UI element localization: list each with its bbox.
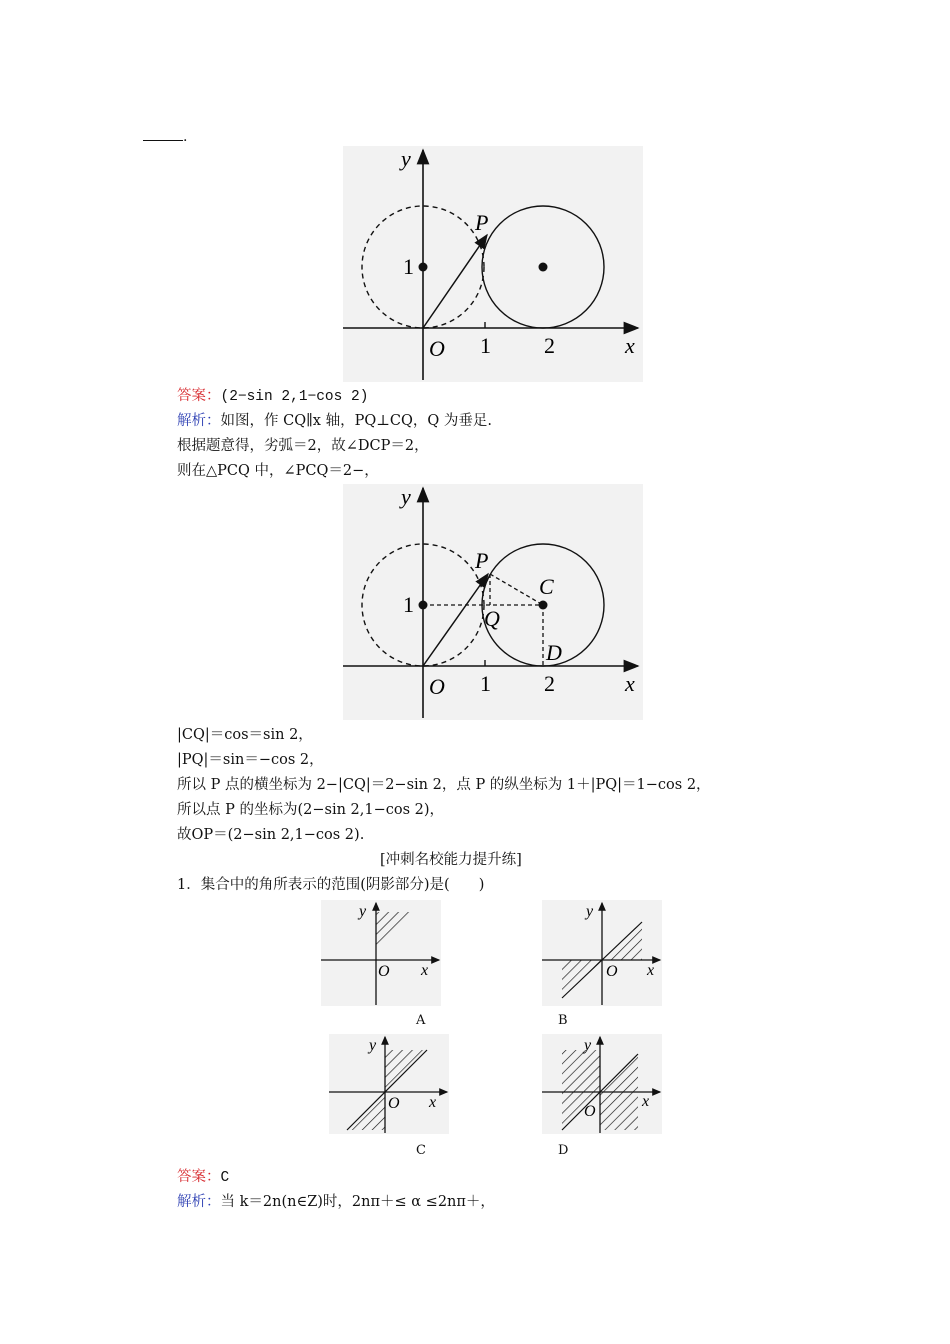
- label-origin: O: [606, 963, 618, 980]
- label-x: x: [642, 1093, 650, 1110]
- label-x: x: [625, 333, 635, 358]
- label-x: x: [625, 671, 635, 696]
- analysis-1-line4: |CQ|＝cos＝sin 2，: [177, 727, 313, 743]
- label-1-x: 1: [480, 671, 491, 696]
- label-p: P: [475, 548, 489, 573]
- label-y: y: [584, 1037, 592, 1054]
- answer-label: 答案：: [177, 388, 221, 404]
- option-c-label: C: [416, 1143, 426, 1158]
- label-1-y: 1: [403, 254, 414, 279]
- option-b-figure: [542, 900, 662, 1006]
- label-q: Q: [484, 606, 500, 631]
- label-origin: O: [429, 674, 445, 699]
- analysis-label: 解析：: [177, 413, 221, 429]
- label-y: y: [359, 903, 367, 920]
- analysis-1-line8: 故OP＝(2−sin 2,1−cos 2).: [177, 827, 365, 843]
- analysis-2: [177, 1192, 495, 1212]
- label-origin: O: [378, 963, 390, 980]
- answer-2: [177, 1167, 229, 1188]
- center-dot-c: [539, 263, 548, 272]
- option-a-figure: [321, 900, 441, 1006]
- analysis-1-line6: 所以 P 点的横坐标为 2−|CQ|＝2−sin 2，点 P 的纵坐标为 1＋|PQ|＝1−cos 2，: [177, 777, 711, 793]
- label-x: x: [421, 962, 429, 979]
- label-p: P: [475, 210, 489, 235]
- blank-period: .: [183, 129, 188, 145]
- label-y: y: [586, 903, 594, 920]
- label-1-y: 1: [403, 592, 414, 617]
- option-a-label: A: [416, 1013, 426, 1028]
- label-d: D: [546, 640, 562, 665]
- label-2-x: 2: [544, 333, 555, 358]
- answer-text: (2−sin 2,1−cos 2): [220, 389, 369, 405]
- label-x: x: [647, 962, 655, 979]
- figure-background: [343, 146, 643, 382]
- label-1-x: 1: [480, 333, 491, 358]
- figure-circle-rolling: [343, 146, 643, 382]
- label-origin: O: [429, 336, 445, 361]
- option-d-label: D: [558, 1143, 569, 1158]
- option-c-figure: [329, 1034, 449, 1134]
- analysis-1-line1: [177, 411, 492, 431]
- label-2-x: 2: [544, 671, 555, 696]
- analysis-1-line3: 则在△PCQ 中，∠PCQ＝2−，: [177, 463, 379, 479]
- label-y: y: [369, 1037, 377, 1054]
- option-b-label: B: [558, 1013, 568, 1028]
- label-y: y: [401, 484, 411, 509]
- analysis-1-line2: 根据题意得，劣弧＝2，故∠DCP＝2，: [177, 438, 429, 454]
- label-origin: O: [584, 1103, 596, 1120]
- answer-label: 答案：: [177, 1169, 221, 1185]
- analysis-label: 解析：: [177, 1194, 221, 1210]
- center-dot-y: [419, 263, 428, 272]
- analysis-text: 当 k＝2n(n∈Z)时，2nπ＋≤ α ≤2nπ＋，: [220, 1194, 495, 1210]
- analysis-1-line7: 所以点 P 的坐标为(2−sin 2,1−cos 2)，: [177, 802, 445, 818]
- section-title: [冲刺名校能力提升练]: [380, 852, 522, 868]
- label-origin: O: [388, 1095, 400, 1112]
- label-x: x: [429, 1094, 437, 1111]
- answer-text: C: [220, 1170, 230, 1186]
- answer-blank: [143, 128, 187, 145]
- figure-circle-construction: [343, 484, 643, 720]
- blank-underline: [143, 128, 183, 141]
- option-d-figure: [542, 1034, 662, 1134]
- figure-background: [343, 484, 643, 720]
- analysis-1-line5: |PQ|＝sin＝−cos 2，: [177, 752, 324, 768]
- analysis-text: 如图，作 CQ∥x 轴，PQ⊥CQ，Q 为垂足.: [220, 413, 492, 429]
- answer-1: [177, 386, 368, 407]
- question-1: 1．集合中的角所表示的范围(阴影部分)是( ): [177, 877, 485, 893]
- label-c: C: [539, 574, 554, 599]
- label-y: y: [401, 146, 411, 171]
